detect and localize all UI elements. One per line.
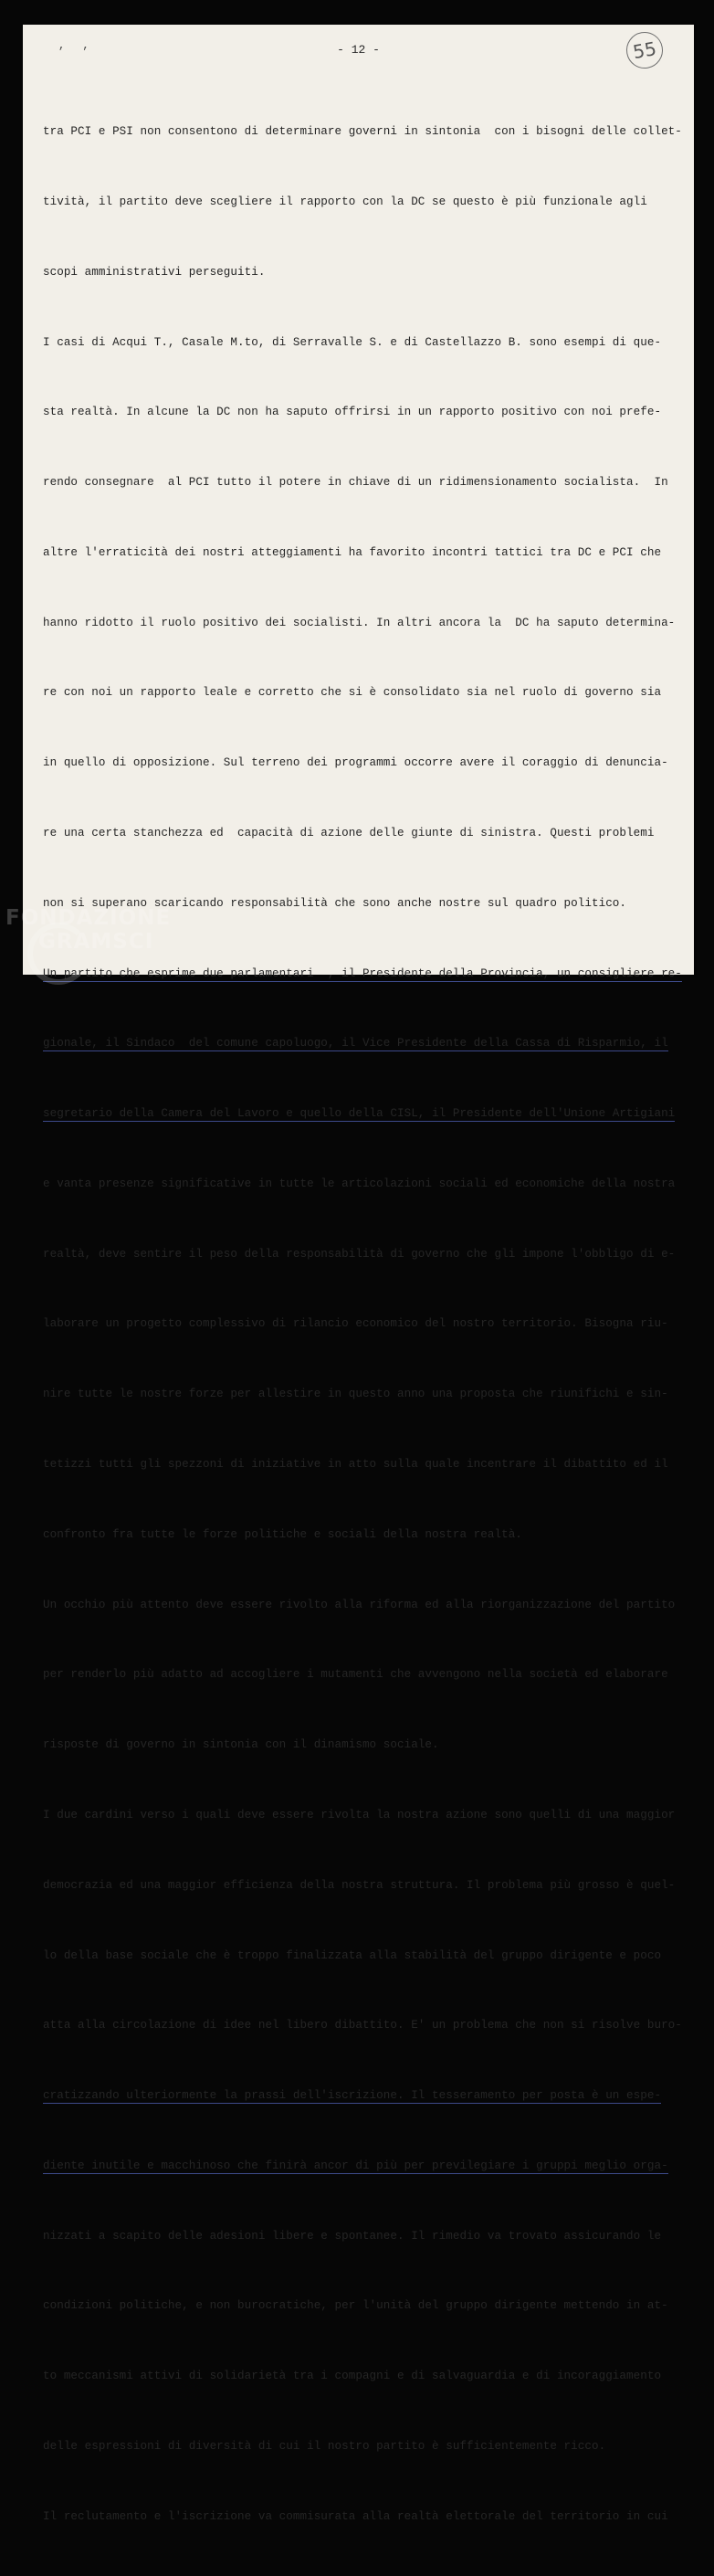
- document-page: [23, 25, 694, 2523]
- text-line: I casi di Acqui T., Casale M.to, di Serravalle S. e di Castellazzo B. sono esempi di que-: [43, 335, 662, 349]
- corner-mark: , ,: [58, 39, 95, 52]
- watermark: [5, 906, 171, 954]
- text-line: tetizzi tutti gli spezzoni di iniziative in atto sulla quale incentrare il dibattito ed il: [43, 1458, 668, 1472]
- archive-stamp-number: 55: [624, 29, 666, 71]
- page-number: - 12 -: [337, 43, 380, 57]
- watermark-line-1: FONDAZIONE: [5, 906, 172, 930]
- text-line: nizzati a scapito delle adesioni libere e spontanee. Il rimedio va trovato assicurando le: [43, 2229, 662, 2243]
- watermark-line-2: GRAMSCI: [38, 930, 154, 954]
- text-line: tività, il partito deve scegliere il rapporto con la DC se questo è più funzionale agli: [43, 195, 647, 208]
- text-line: e vanta presenze significative in tutte le articolazioni sociali ed economiche della nostra: [43, 1177, 676, 1190]
- text-line: per renderlo più adatto ad accogliere i mutamenti che avvengono nella società ed elaborare: [43, 1668, 668, 1682]
- body-text: [43, 74, 682, 2576]
- text-line: confronto fra tutte le forze politiche e sociali della nostra realtà.: [43, 1527, 522, 1541]
- text-line: atta alla circolazione di idee nel libero dibattito. E' un problema che non si risolve buro-: [43, 2019, 682, 2032]
- text-line: risposte di governo in sintonia con il dinamismo sociale.: [43, 1738, 439, 1752]
- text-line: lo della base sociale che è troppo finalizzata alla stabilità del gruppo dirigente e poco: [43, 1948, 662, 1962]
- text-line: laborare un progetto complessivo di rilancio economico del nostro territorio. Bisogna riu-: [43, 1317, 668, 1331]
- text-line: I due cardini verso i quali deve essere rivolta la nostra azione sono quelli di una maggior: [43, 1808, 676, 1821]
- underlined-line: diente inutile e macchinoso che finirà ancor di più per previlegiare i gruppi meglio orga-: [43, 2159, 668, 2172]
- underlined-line: gionale, il Sindaco del comune capoluogo, il Vice Presidente della Cassa di Risparmio, il: [43, 1037, 668, 1050]
- text-line: in quello di opposizione. Sul terreno dei programmi occorre avere il coraggio di denuncia-: [43, 756, 668, 770]
- underlined-line: segretario della Camera del Lavoro e quello della CISL, il Presidente dell'Unione Artigiani: [43, 1107, 676, 1121]
- underlined-line: Un partito che esprime due parlamentari , il Presidente della Provincia, un consigliere re-: [43, 966, 682, 980]
- text-line: nire tutte le nostre forze per allestire in questo anno una proposta che riunifichi e sin-: [43, 1388, 668, 1401]
- text-line: hanno ridotto il ruolo positivo dei socialisti. In altri ancora la DC ha saputo determina-: [43, 616, 676, 629]
- text-line: Un occhio più attento deve essere rivolto alla riforma ed alla riorganizzazione del partito: [43, 1598, 676, 1611]
- text-line: re con noi un rapporto leale e corretto che si è consolidato sia nel ruolo di governo sia: [43, 686, 662, 700]
- text-line: altre l'erraticità dei nostri atteggiamenti ha favorito incontri tattici tra DC e PCI che: [43, 545, 662, 559]
- text-line: tra PCI e PSI non consentono di determinare governi in sintonia con i bisogni delle collet-: [43, 125, 682, 139]
- text-line: Il reclutamento e l'iscrizione va commisurata alla realtà elettorale del territorio in cui: [43, 2509, 668, 2523]
- text-line: re una certa stanchezza ed capacità di azione delle giunte di sinistra. Questi problemi: [43, 827, 655, 839]
- text-line: condizioni politiche, e non burocratiche, per l'unità del gruppo dirigente mettendo in at-: [43, 2299, 668, 2313]
- text-line: realtà, deve sentire il peso della responsabilità di governo che gli impone l'obbligo di e-: [43, 1247, 676, 1261]
- text-line: delle espressioni di diversità di cui il nostro partito è sufficientemente ricco.: [43, 2439, 606, 2453]
- text-line: sta realtà. In alcune la DC non ha saputo offrirsi in un rapporto positivo con noi prefe-: [43, 406, 662, 419]
- text-line: scopi amministrativi perseguiti.: [43, 265, 266, 279]
- text-line: to meccanismi attivi di solidarietà tra i compagni e di salvaguardia e di incoraggiamento: [43, 2370, 662, 2383]
- text-line: rendo consegnare al PCI tutto il potere in chiave di un ridimensionamento socialista. In: [43, 476, 668, 490]
- text-line: democrazia ed una maggior efficienza della nostra struttura. Il problema più grosso è quel-: [43, 1878, 676, 1892]
- text-line: non si superano scaricando responsabilità che sono anche nostre sul quadro politico.: [43, 896, 627, 910]
- underlined-line: cratizzando ulteriormente la prassi dell'iscrizione. Il tesseramento per posta è un espe-: [43, 2089, 662, 2103]
